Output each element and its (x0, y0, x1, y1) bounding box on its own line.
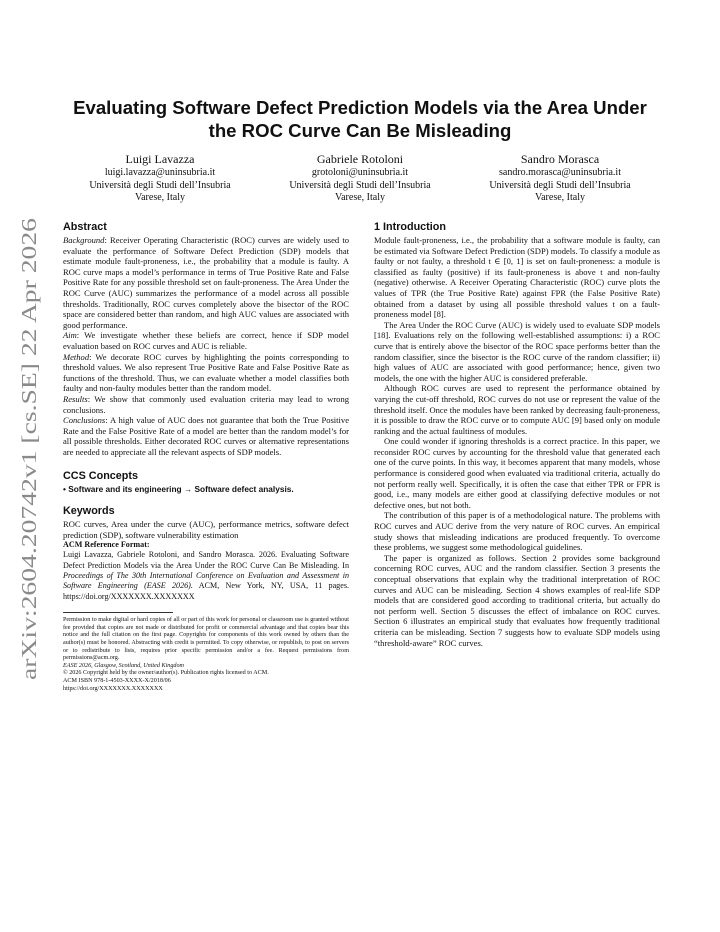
author-2 (260, 152, 460, 205)
keywords-text: ROC curves, Area under the curve (AUC), performance metrics, software defect prediction (SDP), software vulnerability estimation (63, 519, 349, 540)
left-column (63, 220, 349, 693)
ccs-concepts: • Software and its engineering → Software defect analysis. (63, 484, 294, 495)
intro-paragraph-4: One could wonder if ignoring thresholds is a correct practice. In this paper, we reconsider ROC curves by accounting for the threshold value that generated each one of the curve points. In this way, it becomes apparent that many models, whose performance is considered good when evaluated via traditional criteria, actually do not perform really well. Specifically, it is often the case that either TPR or FPR is good, i.e., many models are either good at classifying defective modules or not defective ones, but not both. (374, 436, 660, 510)
reference-format-heading: ACM Reference Format: (63, 540, 150, 550)
introduction-heading: 1 Introduction (374, 221, 446, 233)
right-column (374, 220, 660, 648)
ccs-heading: CCS Concepts (63, 470, 138, 483)
author-block (60, 152, 660, 205)
abstract-aim: : We investigate whether these beliefs are correct, hence if SDP model evaluation based on ROC curves and AUC is reliable. (63, 330, 349, 351)
abstract-method: : We decorate ROC curves by highlighting the points corresponding to threshold values. We also represent True Positive Rate and False Positive Rate as functions of the threshold. Thus, we can evaluate whether a model classifies both faulty and non-faulty modules better than the random model. (63, 351, 349, 394)
reference-authors: Luigi Lavazza, Gabriele Rotoloni, and Sandro Morasca. 2026. Evaluating Software Defect Prediction Models via the Area Under the ROC Curve Can Be Misleading. In (63, 550, 349, 570)
author-affiliation: Università degli Studi dell’Insubria (489, 179, 631, 191)
author-name: Luigi Lavazza (125, 152, 195, 166)
author-location: Varese, Italy (335, 192, 385, 204)
abstract-aim-label: Aim (63, 330, 77, 341)
reference-venue: Proceedings of The 30th International Conference on Evaluation and Assessment in Software Engineering (EASE 2026). (63, 571, 349, 591)
reference-format (63, 550, 349, 602)
arxiv-stamp (8, 210, 48, 680)
author-email: grotoloni@uninsubria.it (311, 167, 409, 178)
abstract-background: : Receiver Operating Characteristic (ROC) curves are widely used to evaluate the performance of Software Defect Prediction (SDP) models that estimate module fault-proneness, i.e., the probability that a module is faulty. A ROC curve maps a model’s performance in terms of True Positive Rate and False Positive Rate for any possible threshold set on fault-proneness. The Area Under the ROC Curve (AUC) summarizes the performance of a model across all possible thresholds. Traditionally, ROC curves completely above the bisector of the ROC space are considered better than random, and high AUC values are associated with good performance. (63, 235, 349, 330)
reference-tail: ACM, New York, NY, USA, 11 pages. https://doi.org/XXXXXXX.XXXXXXX (63, 581, 349, 601)
isbn-line: ACM ISBN 978-1-4503-XXXX-X/2018/06 (63, 678, 171, 685)
author-email: luigi.lavazza@uninsubria.it (104, 167, 216, 178)
doi-line: https://doi.org/XXXXXXX.XXXXXXX (63, 685, 163, 692)
author-name: Sandro Morasca (520, 152, 600, 166)
footnote-divider (63, 612, 173, 613)
abstract-method-label: Method (63, 351, 90, 362)
abstract-results: : We show that commonly used evaluation criteria may lead to wrong conclusions. (63, 393, 349, 415)
permission-notice (63, 617, 349, 693)
conference-line: EASE 2026, Glasgow, Scotland, United Kingdom (63, 662, 184, 669)
abstract-results-label: Results (63, 393, 88, 404)
author-email: sandro.morasca@uninsubria.it (499, 167, 621, 178)
permission-text: Permission to make digital or hard copies of all or part of this work for personal or classroom use is granted without fee provided that copies are not made or distributed for profit or commercial advantage and that copies bear this notice and the full citation on the first page. Copyrights for components of this work owned by others than the author(s) must be honored. Abstracting with credit is permitted. To copy otherwise, or republish, to post on servers or to redistribute to lists, requires prior specific permission and/or a fee. Request permissions from permissions@acm.org. (63, 617, 349, 662)
arxiv-identifier (8, 210, 48, 680)
author-affiliation: Università degli Studi dell’Insubria (89, 179, 231, 191)
author-name: Gabriele Rotoloni (316, 152, 404, 166)
arxiv-id-text: arXiv:2604.20742v1 [cs.SE] 22 Apr 2026 (17, 320, 41, 680)
abstract-conclusions: : A high value of AUC does not guarantee that both the True Positive Rate and the False Positive Rate of a model are better than the random model’s for all possible thresholds. Either decorated ROC curves or alternative representations are needed to appreciate all the relevant aspects of SDP models. (63, 415, 349, 457)
abstract-body (63, 235, 349, 457)
intro-paragraph-1: Module fault-proneness, i.e., the probability that a software module is faulty, can be estimated via Software Defect Prediction (SDP) models. To classify a module as faulty or not faulty, a threshold t ∈ [0, 1] is set on fault-proneness: a module is classified as faulty (positive) if its fault-proneness is above t and non-faulty (negative) otherwise. A Receiver Operating Characteristic (ROC) curve plots the values of TPR (the True Positive Rate) against FPR (the False Positive Rate) obtained from a dataset by using all possible threshold values t on a fault-proneness model [8]. (374, 235, 660, 320)
author-affiliation: Università degli Studi dell’Insubria (289, 179, 431, 191)
abstract-heading: Abstract (63, 221, 107, 233)
intro-paragraph-5: The contribution of this paper is of a methodological nature. The problems with ROC curves and AUC derive from the very nature of ROC curves. An empirical study shows that misleading indications are produced frequently. To overcome these problems, we suggest some methodological guidelines. (374, 510, 660, 553)
abstract-background-label: Background (63, 235, 105, 245)
intro-paragraph-2: The Area Under the ROC Curve (AUC) is widely used to evaluate SDP models [18]. Evaluations rely on the following well-established assumptions: i) a ROC curve that is entirely above the bisector of the ROC space performs better than the random classifier, since the bisector is the ROC curve of the random classifier; ii) high values of AUC are associated with good performance; hence, given two models, the one with the higher AUC is considered preferable. (374, 319, 660, 383)
author-3 (460, 152, 660, 205)
intro-paragraph-6: The paper is organized as follows. Section 2 provides some background concerning ROC curves, AUC and the random classifier. Section 3 presents the conceptual observations that explain why the traditional interpretation of ROC curves and AUC can be misleading. Section 4 shows examples of real-life SDP models that are considered good according to traditional criteria, but actually do not perform well. Section 5 discusses the effect of imbalance on ROC curves. Section 6 illustrates an empirical study that evaluates how frequently traditional criteria can be misleading. Section 7 suggests how to evaluate SDP models using “threshold-aware” ROC curves. (374, 552, 660, 648)
keywords-heading: Keywords (63, 505, 115, 518)
copyright-line: © 2026 Copyright held by the owner/author(s). Publication rights licensed to ACM. (63, 670, 269, 677)
paper-title: Evaluating Software Defect Prediction Models via the Area Under the ROC Curve Can Be Misleading (73, 97, 647, 141)
author-1 (60, 152, 260, 205)
author-location: Varese, Italy (135, 192, 185, 204)
intro-paragraph-3: Although ROC curves are used to represent the performance obtained by varying the cut-off threshold, ROC curves do not use or represent the value of the threshold itself. Once the modules have been ranked by decreasing fault-proneness, it is possible to draw the ROC curve or to compute AUC [9] based only on module ranking and the actual faultiness of modules. (374, 383, 660, 436)
author-location: Varese, Italy (535, 192, 585, 204)
abstract-conclusions-label: Conclusions (63, 415, 106, 426)
